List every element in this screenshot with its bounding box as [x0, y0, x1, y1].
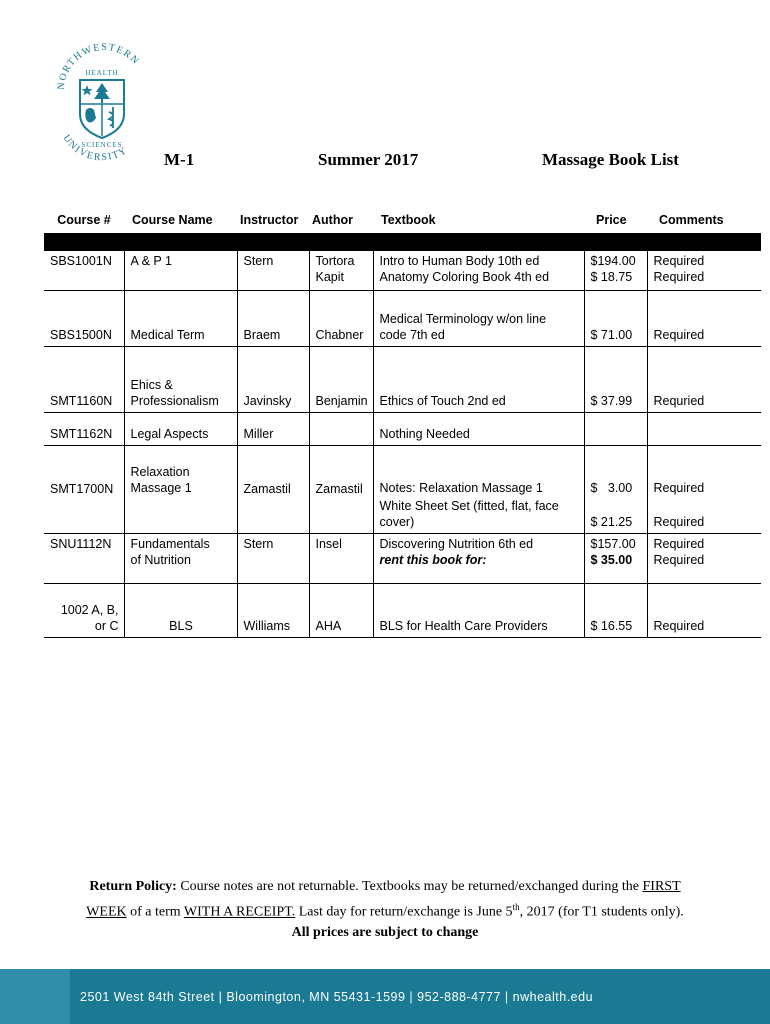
table-row — [44, 347, 761, 413]
author: Benjamin — [309, 347, 373, 413]
column-header: Price — [596, 213, 627, 227]
price: $ 16.55 — [584, 584, 647, 638]
table-row — [44, 251, 761, 291]
instructor: Braem — [237, 291, 309, 347]
price: $194.00 $ 18.75 — [584, 251, 647, 291]
comment: Required Required — [647, 446, 761, 534]
table-row — [44, 584, 761, 638]
comment: Requried — [647, 347, 761, 413]
list-code: M-1 — [164, 150, 195, 169]
comment — [647, 413, 761, 446]
instructor: Williams — [237, 584, 309, 638]
course-number: 1002 A, B, or C — [44, 584, 124, 638]
logo-arc-top-text: NORTHWESTERN — [55, 42, 142, 91]
table-row — [44, 291, 761, 347]
table-header-row — [44, 211, 761, 233]
textbook: BLS for Health Care Providers — [373, 584, 584, 638]
textbook: Medical Terminology w/on line code 7th ed — [373, 291, 584, 347]
term-label: Summer 2017 — [318, 150, 419, 169]
footer-bar — [0, 969, 770, 1024]
course-number: SMT1160N — [44, 347, 124, 413]
course-name: Fundamentals of Nutrition — [124, 534, 237, 584]
textbook: Intro to Human Body 10th ed Anatomy Coloring Book 4th ed — [373, 251, 584, 291]
column-header: Course Name — [132, 213, 213, 227]
column-header: Comments — [659, 213, 724, 227]
author: Chabner — [309, 291, 373, 347]
footer-accent — [0, 969, 70, 1024]
logo-sciences-text: SCIENCES — [81, 141, 123, 149]
course-number: SBS1500N — [44, 291, 124, 347]
price: $ 3.00 $ 21.25 — [584, 446, 647, 534]
table-row — [44, 446, 761, 534]
textbook: Notes: Relaxation Massage 1 White Sheet Set (fitted, flat, face cover) — [373, 446, 584, 534]
page-title: Massage Book List — [542, 150, 679, 169]
course-name: BLS — [124, 584, 237, 638]
return-policy: Return Policy: Course notes are not returnable. Textbooks may be returned/exchanged during the FIRST WEEK of a term WITH A RECEIPT. Last day for return/exchange is June 5th, 2017 (for T1 students only). All prices are subject to change — [86, 879, 684, 940]
course-number: SBS1001N — [44, 251, 124, 291]
course-number: SNU1112N — [44, 534, 124, 584]
textbook: Nothing Needed — [373, 413, 584, 446]
course-name: A & P 1 — [124, 251, 237, 291]
course-name: Medical Term — [124, 291, 237, 347]
author: Tortora Kapit — [309, 251, 373, 291]
return-policy-label: Return Policy: — [89, 879, 177, 894]
book-list-table — [44, 211, 761, 638]
comment: Required Required — [647, 534, 761, 584]
author: Zamastil — [309, 446, 373, 534]
lion-icon — [85, 108, 96, 123]
author — [309, 413, 373, 446]
table-row — [44, 413, 761, 446]
star-icon — [82, 85, 93, 96]
instructor: Zamastil — [237, 446, 309, 534]
tree-icon — [94, 83, 110, 99]
column-header: Author — [312, 213, 353, 227]
instructor: Javinsky — [237, 347, 309, 413]
price: $ 71.00 — [584, 291, 647, 347]
price: $157.00 $ 35.00 — [584, 534, 647, 584]
header-divider-bar — [44, 233, 761, 251]
price: $ 37.99 — [584, 347, 647, 413]
course-number: SMT1700N — [44, 446, 124, 534]
author: Insel — [309, 534, 373, 584]
column-header: Textbook — [381, 213, 436, 227]
caduceus-icon — [109, 107, 113, 128]
university-logo — [52, 42, 152, 167]
course-name: Relaxation Massage 1 — [124, 446, 237, 534]
price — [584, 413, 647, 446]
footer-address: 2501 West 84th Street | Bloomington, MN 55431-1599 | 952-888-4777 | nwhealth.edu — [80, 990, 594, 1004]
textbook: Ethics of Touch 2nd ed — [373, 347, 584, 413]
comment: Required — [647, 291, 761, 347]
textbook: Discovering Nutrition 6th ed rent this book for: — [373, 534, 584, 584]
column-header: Instructor — [240, 213, 299, 227]
course-name: Legal Aspects — [124, 413, 237, 446]
logo-health-text: HEALTH — [85, 69, 119, 77]
instructor: Miller — [237, 413, 309, 446]
table-row — [44, 534, 761, 584]
instructor: Stern — [237, 534, 309, 584]
author: AHA — [309, 584, 373, 638]
instructor: Stern — [237, 251, 309, 291]
logo-arc-bottom-text: UNIVERSITY — [60, 132, 130, 164]
svg-text:NORTHWESTERN — [56, 42, 142, 90]
comment: Required Required — [647, 251, 761, 291]
course-number: SMT1162N — [44, 413, 124, 446]
course-name: Ehics & Professionalism — [124, 347, 237, 413]
column-header: Course # — [57, 213, 111, 227]
price-change-note: All prices are subject to change — [291, 924, 479, 940]
comment: Required — [647, 584, 761, 638]
